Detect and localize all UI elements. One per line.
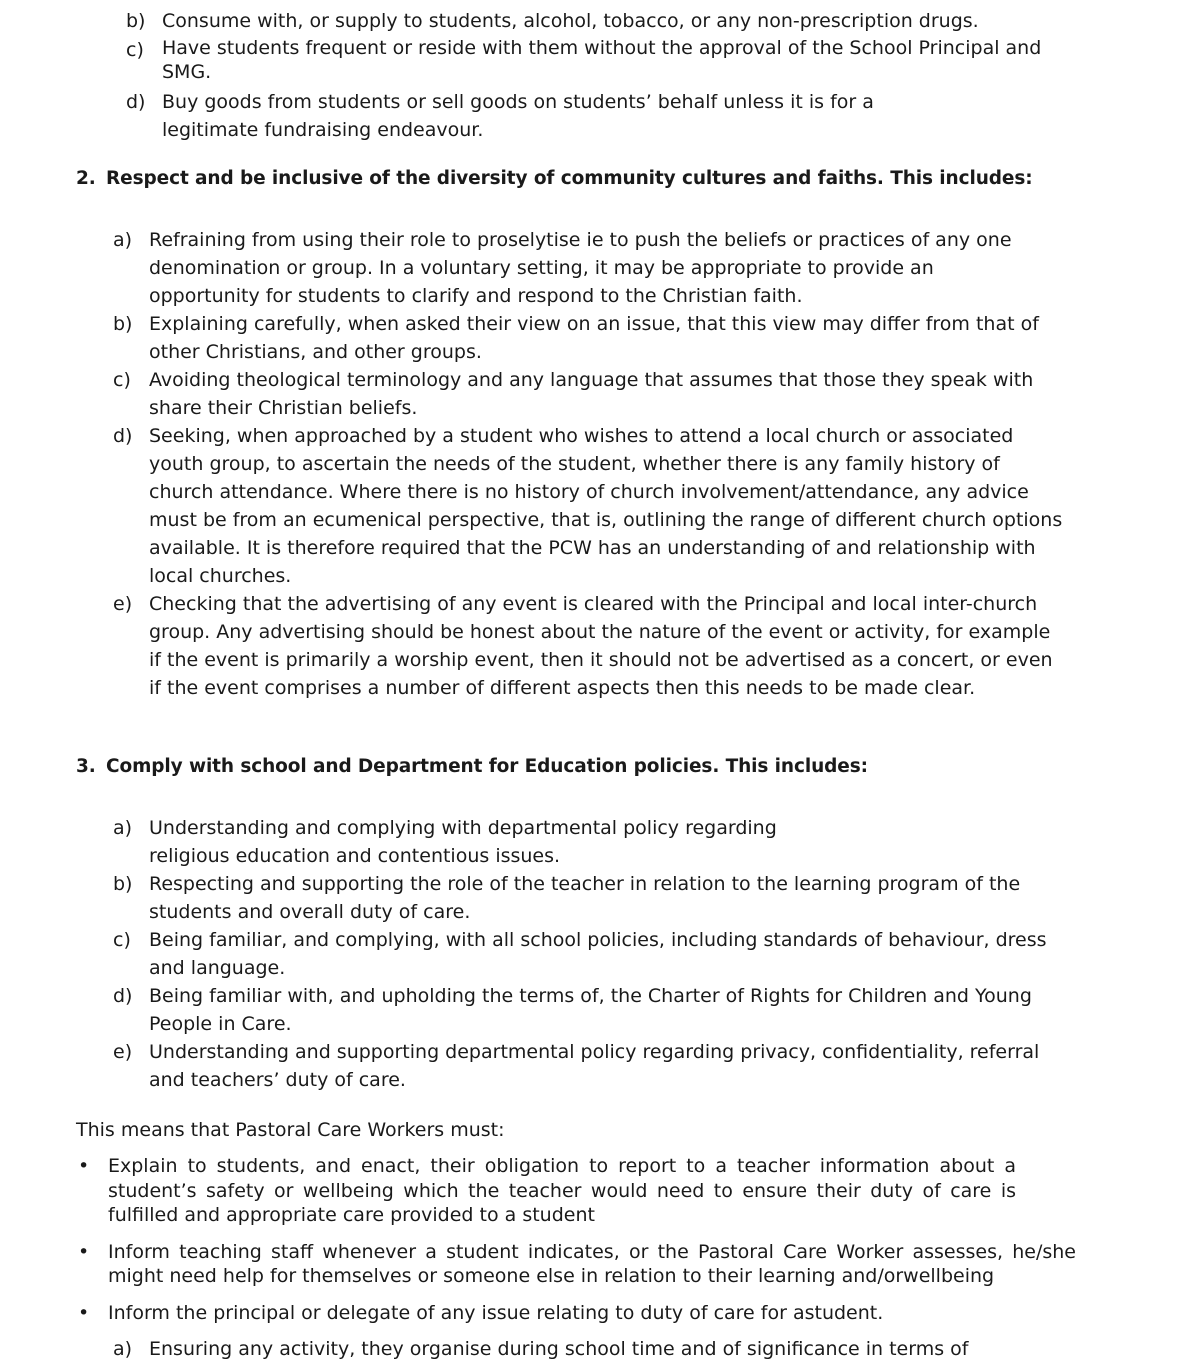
list-text: Ensuring any activity, they organise during school time and of significance in terms of bbox=[149, 1338, 969, 1360]
list-letter: c) bbox=[113, 369, 131, 391]
list-letter: a) bbox=[113, 229, 133, 251]
list-letter: d) bbox=[113, 985, 133, 1007]
list-item bbox=[113, 814, 1063, 870]
list-text: Being familiar, and complying, with all school policies, including standards of behaviour, dress and language. bbox=[149, 929, 1047, 979]
bullet-icon: • bbox=[78, 1240, 90, 1263]
list-text: Explaining carefully, when asked their view on an issue, that this view may differ from that of other Christians, and other groups. bbox=[149, 313, 1039, 363]
trailing-list-item bbox=[113, 1335, 1063, 1363]
list-item bbox=[113, 982, 1063, 1038]
bullet-item bbox=[76, 1301, 1076, 1326]
list-item bbox=[113, 310, 1063, 366]
section-2-list bbox=[113, 226, 1063, 702]
bullet-list bbox=[76, 1154, 1076, 1337]
list-item bbox=[113, 870, 1063, 926]
list-letter: a) bbox=[113, 817, 133, 839]
list-item bbox=[126, 36, 1066, 84]
section-number: 2. bbox=[76, 168, 96, 189]
list-text: Avoiding theological terminology and any language that assumes that those they speak with share their Christian beliefs. bbox=[149, 369, 1034, 419]
section-2-heading bbox=[76, 165, 1116, 193]
list-item bbox=[113, 422, 1063, 590]
list-item bbox=[113, 1038, 1063, 1094]
list-letter: d) bbox=[113, 425, 133, 447]
bullet-text: Explain to students, and enact, their obligation to report to a teacher information about a student’s safety or wellbeing which the teacher would need to ensure their duty of care is fulfilled and appropriate care provided to a student bbox=[108, 1155, 1016, 1226]
intro-paragraph: This means that Pastoral Care Workers must: bbox=[76, 1119, 505, 1141]
list-text: Buy goods from students or sell goods on students’ behalf unless it is for a legitimate fundraising endeavour. bbox=[162, 91, 874, 141]
section-number: 3. bbox=[76, 756, 96, 777]
list-letter: b) bbox=[126, 10, 146, 32]
list-text: Checking that the advertising of any event is cleared with the Principal and local inter-church group. Any advertising should be honest about the nature of the event or activity, for example if the event is primarily a worship event, then it should not be advertised as a concert, or even if the event comprises a number of different aspects then this needs to be made clear. bbox=[149, 593, 1053, 699]
list-item bbox=[126, 88, 1066, 144]
list-item bbox=[113, 926, 1063, 982]
list-text: Refraining from using their role to proselytise ie to push the beliefs or practices of any one denomination or group. In a voluntary setting, it may be appropriate to provide an opportunity for students to clarify and respond to the Christian faith. bbox=[149, 229, 1012, 307]
list-letter: a) bbox=[113, 1338, 133, 1360]
bullet-text: Inform the principal or delegate of any issue relating to duty of care for astudent. bbox=[108, 1301, 884, 1324]
list-text: Understanding and supporting departmental policy regarding privacy, confidentiality, referral and teachers’ duty of care. bbox=[149, 1041, 1040, 1091]
section-heading-text: Comply with school and Department for Education policies. This includes: bbox=[106, 756, 868, 777]
bullet-icon: • bbox=[78, 1155, 90, 1177]
bullet-icon: • bbox=[78, 1301, 90, 1324]
top-list bbox=[126, 7, 1066, 144]
section-heading-text: Respect and be inclusive of the diversity of community cultures and faiths. This includes: bbox=[106, 168, 1033, 189]
list-text: Being familiar with, and upholding the terms of, the Charter of Rights for Children and Young People in Care. bbox=[149, 985, 1032, 1035]
list-text: Seeking, when approached by a student who wishes to attend a local church or associated youth group, to ascertain the needs of the student, whether there is any family history of church attendance. Where there is no history of church involvement/attendance, any advice must be from an ecumenical perspective, that is, outlining the range of different church options available. It is therefore required that the PCW has an understanding of and relationship with local churches. bbox=[149, 425, 1063, 587]
list-text: Consume with, or supply to students, alcohol, tobacco, or any non-prescription drugs. bbox=[162, 10, 979, 32]
list-text: Respecting and supporting the role of the teacher in relation to the learning program of the students and overall duty of care. bbox=[149, 873, 1021, 923]
list-text: Understanding and complying with departmental policy regarding religious education and contentious issues. bbox=[149, 817, 777, 867]
list-letter: c) bbox=[113, 929, 131, 951]
list-letter: b) bbox=[113, 873, 133, 895]
bullet-text: Inform teaching staff whenever a student indicates, or the Pastoral Care Worker assesses, he/she might need help for themselves or someone else in relation to their learning and/orwellbeing bbox=[108, 1240, 1076, 1287]
section-3-heading bbox=[76, 753, 1116, 781]
list-text: Have students frequent or reside with them without the approval of the School Principal and SMG. bbox=[162, 37, 1042, 83]
bullet-item bbox=[76, 1240, 1076, 1289]
list-item bbox=[113, 590, 1063, 702]
list-letter: e) bbox=[113, 1041, 133, 1063]
list-letter: c) bbox=[126, 39, 144, 61]
bullet-item bbox=[76, 1154, 1076, 1228]
list-letter: b) bbox=[113, 313, 133, 335]
list-item bbox=[113, 226, 1063, 310]
section-3-list bbox=[113, 814, 1063, 1094]
list-item bbox=[113, 366, 1063, 422]
list-letter: e) bbox=[113, 593, 133, 615]
list-letter: d) bbox=[126, 91, 146, 113]
list-item bbox=[126, 7, 1066, 35]
